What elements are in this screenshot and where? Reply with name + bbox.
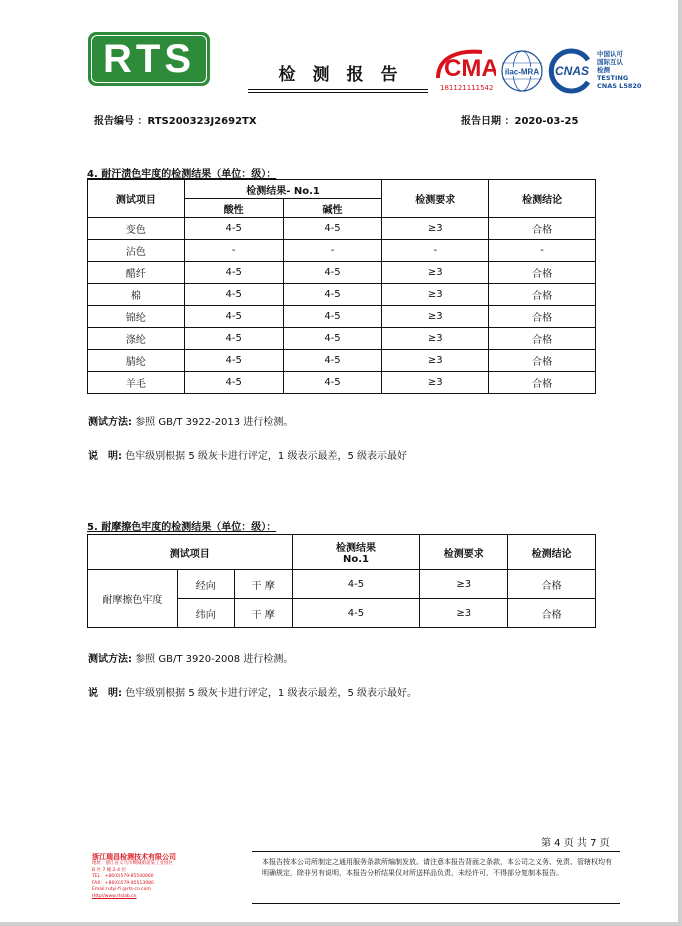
header-conclusion: 检测结论	[489, 180, 596, 218]
section5-note	[88, 684, 417, 699]
row-requirement: ≥3	[382, 262, 489, 284]
page-edge-shadow-bottom	[0, 922, 682, 926]
footer-info-line: 地址：浙江省义乌市稠城街道某工业园区	[92, 861, 173, 866]
rubbing-table	[87, 534, 596, 628]
report-number-label: 报告编号 ：	[94, 116, 148, 127]
report-number-value: RTS200323J2692TX	[147, 116, 257, 127]
row-conclusion: 合格	[508, 599, 596, 628]
table-row	[88, 570, 596, 599]
row-direction: 纬向	[177, 599, 234, 628]
row-condition: 干 摩	[234, 599, 292, 628]
section5-title: 5. 耐摩擦色牢度的检测结果（单位：级）：	[87, 522, 277, 533]
header-acid: 酸性	[184, 199, 283, 218]
cma-icon	[434, 48, 496, 82]
header-test-item: 测试项目	[88, 180, 185, 218]
group-label: 耐摩擦色牢度	[88, 570, 178, 628]
method-label: 测试方法:	[88, 654, 132, 665]
row-requirement: ≥3	[382, 350, 489, 372]
cnas-text: CNAS	[554, 64, 590, 78]
report-date-label: 报告日期 ：	[461, 116, 515, 127]
table-row	[88, 372, 596, 394]
row-acid: 4-5	[184, 350, 283, 372]
perspiration-table	[87, 179, 596, 394]
row-condition: 干 摩	[234, 570, 292, 599]
row-requirement: ≥3	[382, 306, 489, 328]
row-conclusion: -	[489, 240, 596, 262]
row-acid: 4-5	[184, 284, 283, 306]
rts-logo	[88, 32, 210, 86]
report-date-value: 2020-03-25	[514, 116, 579, 127]
row-item: 锦纶	[88, 306, 185, 328]
ilac-mark	[500, 48, 544, 94]
row-alkaline: 4-5	[283, 350, 382, 372]
cma-mark	[434, 48, 496, 94]
ilac-text: ilac-MRA	[504, 67, 540, 77]
header-test-result	[292, 535, 420, 570]
row-requirement: ≥3	[382, 328, 489, 350]
row-requirement: -	[382, 240, 489, 262]
row-acid: 4-5	[184, 372, 283, 394]
page-edge-shadow	[678, 0, 682, 926]
cnas-line: CNAS L5820	[597, 82, 642, 90]
cnas-line: 中国认可	[597, 50, 623, 58]
row-conclusion: 合格	[489, 372, 596, 394]
row-alkaline: 4-5	[283, 372, 382, 394]
footer-website-link[interactable]: Http//www.rtslab.cn	[92, 893, 137, 899]
row-requirement: ≥3	[420, 570, 508, 599]
row-alkaline: 4-5	[283, 262, 382, 284]
row-conclusion: 合格	[489, 328, 596, 350]
row-item: 羊毛	[88, 372, 185, 394]
row-acid: 4-5	[184, 262, 283, 284]
ilac-globe-icon	[500, 48, 544, 94]
cnas-mark	[548, 48, 594, 94]
header-test-item: 测试项目	[88, 535, 293, 570]
footer-divider-bottom	[252, 903, 620, 904]
row-value: 4-5	[292, 599, 420, 628]
method-text: 参照 GB/T 3922-2013 进行检测。	[135, 417, 294, 428]
row-acid: 4-5	[184, 218, 283, 240]
row-conclusion: 合格	[489, 306, 596, 328]
table-row	[88, 328, 596, 350]
header-requirement: 检测要求	[382, 180, 489, 218]
row-conclusion: 合格	[489, 284, 596, 306]
row-requirement: ≥3	[382, 218, 489, 240]
row-conclusion: 合格	[489, 218, 596, 240]
footer-info-line: FAX：+86(0)579-85513980	[92, 880, 154, 886]
table-row	[88, 350, 596, 372]
footer-company-info	[92, 861, 173, 900]
note-label: 说 明:	[88, 451, 122, 462]
row-conclusion: 合格	[508, 570, 596, 599]
footer-disclaimer: 本报告按本公司所制定之通用服务条款所编制发放。请注意本报告背面之条款，本公司之义务、免责、管辖权均有明确规定，除非另有说明，本报告分析结果仅对所送样品负责，未经许可，不得部分复制本报告。	[262, 858, 612, 877]
method-label: 测试方法:	[88, 417, 132, 428]
note-text: 色牢级别根据 5 级灰卡进行评定，1 级表示最差，5 级表示最好	[125, 451, 407, 462]
row-alkaline: 4-5	[283, 284, 382, 306]
row-direction: 经向	[177, 570, 234, 599]
cnas-icon	[548, 48, 594, 94]
report-date	[461, 112, 578, 127]
cma-number: 181121111542	[440, 84, 494, 92]
logo-text: RTS	[103, 36, 195, 81]
header-alkaline: 碱性	[283, 199, 382, 218]
row-acid: 4-5	[184, 328, 283, 350]
header-result-line2: No.1	[342, 554, 369, 565]
row-acid: -	[184, 240, 283, 262]
cma-text: CMA	[444, 55, 496, 82]
row-item: 腈纶	[88, 350, 185, 372]
cnas-caption	[597, 50, 641, 90]
row-item: 变色	[88, 218, 185, 240]
page-number: 第 4 页 共 7 页	[541, 838, 610, 849]
report-number	[94, 112, 257, 127]
table-row	[88, 262, 596, 284]
report-title: 检测报告	[278, 65, 415, 85]
section4-note	[88, 447, 407, 462]
row-acid: 4-5	[184, 306, 283, 328]
row-item: 醋纤	[88, 262, 185, 284]
title-underline	[248, 89, 428, 90]
note-text: 色牢级别根据 5 级灰卡进行评定，1 级表示最差，5 级表示最好。	[125, 688, 417, 699]
row-alkaline: 4-5	[283, 328, 382, 350]
row-item: 沾色	[88, 240, 185, 262]
row-requirement: ≥3	[382, 372, 489, 394]
row-alkaline: 4-5	[283, 218, 382, 240]
row-conclusion: 合格	[489, 262, 596, 284]
row-item: 棉	[88, 284, 185, 306]
table-row	[88, 240, 596, 262]
header-conclusion: 检测结论	[508, 535, 596, 570]
footer-divider-top	[252, 851, 620, 852]
table-row	[88, 284, 596, 306]
header-test-result: 检测结果- No.1	[184, 180, 382, 199]
title-underline-thin	[248, 92, 428, 93]
header-requirement: 检测要求	[420, 535, 508, 570]
table-row	[88, 306, 596, 328]
row-item: 涤纶	[88, 328, 185, 350]
section5-method	[88, 650, 293, 665]
row-alkaline: -	[283, 240, 382, 262]
footer-info-line: Email:rutyi-fi @rts-cn.com	[92, 887, 151, 892]
row-value: 4-5	[292, 570, 420, 599]
method-text: 参照 GB/T 3920-2008 进行检测。	[135, 654, 294, 665]
table-row	[88, 218, 596, 240]
cnas-line: TESTING	[597, 74, 629, 82]
footer-company-name: 浙江瑞昌检测技术有限公司	[92, 853, 176, 861]
row-requirement: ≥3	[420, 599, 508, 628]
section4-title: 4. 耐汗渍色牢度的检测结果（单位：级）：	[87, 169, 277, 180]
footer-info-line: B 区 7 幢 2-4 层	[92, 867, 126, 873]
cnas-line: 检测	[597, 66, 610, 74]
row-alkaline: 4-5	[283, 306, 382, 328]
row-requirement: ≥3	[382, 284, 489, 306]
footer-info-line: TEL：+86(0)579-85540060	[92, 874, 154, 879]
cnas-line: 国际互认	[597, 58, 623, 66]
note-label: 说 明:	[88, 688, 122, 699]
header-result-line1: 检测结果	[335, 543, 376, 554]
row-conclusion: 合格	[489, 350, 596, 372]
section4-method	[88, 413, 293, 428]
